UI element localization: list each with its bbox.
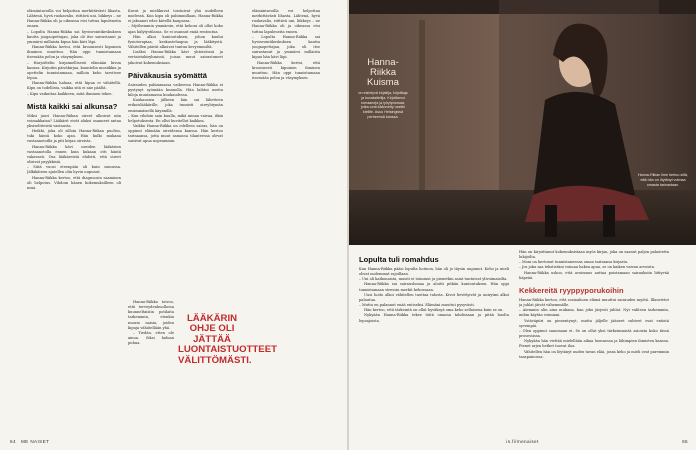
paragraph: – Lopulta Hanna-Riikka sai hyvinvointikeskuksen kautta joogaopettajan, joka oli itse sairastanut ja ymmärsi millaista kipua hän kävi läpi. [252, 34, 320, 60]
paragraph: Hän kertoo, että tärkeintä on ollut hyväksyä oma keho sellaisena kuin se on. [364, 308, 504, 313]
portrait-photo [349, 0, 696, 245]
subheading: Kekkereitä ryyppyporukoihin [519, 285, 624, 295]
right-column-1 [359, 250, 509, 440]
paragraph: – Jos joku saa tekstistäni voimaa hakea apua, se on kaiken vaivan arvoista. [519, 265, 656, 270]
paragraph: Kuvat ja mielikuvat toistuivat yhä uudelleen mielessä. Kun kipu oli pahimmillaan, Hanna-Riikka ei jaksanut edes kävellä kaupassa. [128, 9, 223, 24]
paragraph: Uusi hoito alkoi vähitellen tuottaa tulosta. Kivut lievittyivät ja unirytmi alkoi palautua. [359, 292, 509, 302]
paragraph: – Siitä vuosi eteenpäin oli kuin sumussa. Jälkikäteen ajatellen olin hyvin uupunut. [27, 165, 121, 175]
paragraph: – Lopulta Hanna-Riikka sai hyvinvointikeskuksen kautta joogaopettajan, joka oli itse sairastanut ja ymmärsi millaista kipua hän kävi läpi. [27, 29, 121, 44]
paragraph: – Kipu vaikuttaa kaikkeen, mitä ihminen tekee. [27, 91, 113, 96]
paragraph: – Kun vihdoin sain kuulla, mikä minua vaivaa, itkin helpotuksesta. En ollut kuvitellut kaikkea. [128, 113, 223, 123]
paragraph: – Moni on kertonut tunnistaneensa oman tarinansa kirjasta. [519, 260, 629, 265]
magazine-name: ME NAISET [20, 439, 50, 444]
subheading: Lopulta tuli romahdus [359, 255, 439, 264]
pull-quote: LÄÄKÄRIN OHJE OLI JÄTTÄÄ LUONTAISTUOTTEET VÄLITTÖMÄSTI. [178, 313, 277, 366]
paragraph: Heikki, joka oli silloin Hanna-Riikan puoliso, tuki häntä koko ajan. Hän kulki mukana vastaanotoilla ja piti kirjaa oireista. [27, 129, 121, 144]
paragraph: Kun Hanna-Riikka pääsi lopulta hoitoon, hän oli jo täysin uupunut. Keho ja mieli olivat molemmat rajoillaan. [359, 267, 509, 277]
paragraph: – Harjoittelin kirjaimellisesti elämään kivun kanssa. Kirjoitin päiväkirjaa, kuuntelin musiikkia ja opettelin tunnistamaan, milloin keho tarvitsee lepoa. [27, 60, 121, 81]
paragraph: Hanna-Riikka kertoi, että kroonisesti kipuinen ihminen muuttuu. Hän oppi tunnistamaan itsessään pelon ja väsymyksen. [27, 45, 121, 60]
paragraph: Hanna-Riikka kertoo, että sosiaalinen elämä muuttui sairauden myötä. Illanvietot ja juhlat jäivät vähemmälle. [519, 297, 669, 308]
subheading: Päiväkausia syömättä [128, 70, 207, 80]
paragraph: Nykyään Hanna-Riikka tekee töitä omassa tahdissaan ja pitää huolta lepoajoista. [359, 313, 509, 323]
right-page [349, 0, 696, 450]
left-column-3 [252, 9, 320, 441]
left-page [0, 0, 347, 450]
paragraph: Hanna-Riikka toivoo, että terveydenhuollossa kuunneltaisiin potilaita tarkemmin, etenkin nuoria naisia, joiden kipuja vähätellään yhä. [128, 300, 174, 330]
paragraph: Ystäväpiiri on pienentynyt, mutta jäljelle jääneet suhteet ovat entistä syvempiä. [519, 318, 669, 328]
page-number-right: 65 [682, 439, 688, 444]
paragraph: elämäntavoilla voi helpottaa merkittävästi lihasta. Lähtenä, hyvä ruokavalio, riittävä uni, liikkeys – ne Hanna-Riikka oli ja oikeassa etsi tuttua lapuleneita ennen. [252, 9, 320, 34]
paragraph: Vähitellen hän on löytänyt uuden tavan elää, jossa keho ja mieli ovat paremmin tasapainossa. [519, 349, 669, 359]
paragraph: Hanna-Riikka kävi useiden lääkärien vastaanotolla ennen kuin kukaan otti häntä vakavasti. Osa lääkäreistä ehdotti, että oireet olisivat psyykkisiä. [27, 144, 121, 165]
paragraph: – Tiedän, etten ole ainoa. Siksi haluan puhua. [128, 330, 174, 346]
paragraph: Lisäksi Hanna-Riikka kävi yhteisöissä ja vertaistukiryhmissä, joissa muut sairastuneet jakoivat kokemuksiaan. [128, 50, 223, 65]
paragraph: Vaikka Hanna-Riikka on edelleen sairas, hän on oppinut elämään oireidensa kanssa. Hän kertoo tarinaansa, jotta muut samassa tilanteessa olevat saisivat apua nopeammin. [128, 123, 223, 144]
caption-name: Hanna-Riikka Kuisma [367, 57, 399, 89]
paragraph: – Olen oppinut sanomaan ei. Se on ollut yksi tärkeimmistä asioista koko tässä prosessissa. [519, 328, 669, 339]
photo-portrait-icon [349, 0, 696, 245]
paragraph: Hanna-Riikka uskoo, että avoimuus auttaa poistamaan sairauksiin liittyvää häpeää. [519, 270, 669, 280]
paragraph: elämäntavoilla voi helpottaa merkittävästi lihasta. Lähtenä, hyvä ruokavalio, riittävä uni, liikkeys – ne Hanna-Riikka oli ja oikeassa etsi tuttua lapuleneita ennen. [27, 9, 121, 29]
paragraph: – Myöhemmin ymmärsin, että kehoni oli ollut koko ajan hälytystilassa. Se ei osannut enää rentoutua. [128, 24, 223, 34]
paragraph: Hanna-Riikka kertoi, että kroonisesti kipuinen ihminen muuttuu. Hän oppi tunnistamaan itsessään pelon ja väsymyksen. [252, 60, 320, 81]
paragraph: Hanna-Riikka kertoo, että diagnoosin saaminen oli helpotus. Vihdoin hänen kokemuksilleen oli nimi. [27, 175, 121, 190]
left-column-1 [27, 9, 121, 441]
left-column-2 [128, 9, 223, 299]
paragraph: Hanna-Riikka haluaa, että kipua ei vähätellä. Kipu on todellista, vaikka sitä ei näe päältä. [27, 81, 121, 91]
right-column-2 [519, 250, 669, 440]
paragraph: Miksi juuri Hanna-Riikan oireet alkoivat niin voimakkaina? Lääkärit eivät aluksi osanneet antaa yksiselitteistä vastausta. [27, 113, 121, 128]
paragraph: Hän on kirjoittanut kokemuksistaan myös kirjan, joka on saanut paljon palautetta lukijoilta. [519, 250, 669, 260]
paragraph: – Mutta en palannut enää entiseksi. Elämäni muuttui pysyvästi. [359, 303, 475, 308]
folio-url: is.fi/menaiset [506, 439, 539, 444]
folio-left [10, 439, 49, 444]
paragraph: Hän alkoi kuntoutuksen, johon kuului fysioterapiaa, keskusteluapua ja lääkitystä. Vähitellen päivät alkoivat tuntua kevyemmiltä. [128, 34, 223, 50]
caption-text: on esiintyvä kirjailija, kirjoittaja ja kuvataiteilija. Kirjoittanut romaaneja ja lyhytproosaa, jotka ovat käännetty useille kielille. Asuu Helsingissä perheensä kanssa. [358, 91, 408, 119]
left-column-2-tail [128, 300, 174, 440]
page-number-left: 64 [10, 439, 16, 444]
paragraph: Hanna-Riikka sai sairauslomaa ja aloitti pitkän kuntoutuksen. Hän oppi tunnistamaan stressin merkit kehossaan. [359, 282, 509, 292]
paragraph: – Uni oli katkonaista, muisti ei toiminut ja pienetkin asiat tuntuivat ylivoimaisilta. [359, 277, 508, 282]
paragraph: – Aiemmin olin aina mukana, kun joku järjesti juhlat. Nyt valitsen tarkemmin, mihin käytän voimiani. [519, 308, 669, 318]
paragraph: Sairauden pahimmassa vaiheessa Hanna-Riikka ei pystynyt syömään kunnolla. Hän laihtui useita kiloja muutamassa kuukaudessa. [128, 82, 223, 98]
subheading: Mistä kaikki sai alkunsa? [27, 101, 118, 111]
paragraph: Nykyään hän viettää mielellään aikaa luonnossa ja lähimpien ihmisten kanssa. Pienet arjen hetket tuovat iloa. [519, 339, 669, 349]
paragraph: Kuukausien jälkeen hän sai lähetteen erikoislääkärille, joka tunnisti oireyhtymän ensimmäisellä käynnillä. [128, 98, 223, 113]
photo-caption: Hanna-Riikan ilme kertoo siitä, että hän on löytänyt voimaa omasta tarinastaan. [637, 173, 688, 187]
